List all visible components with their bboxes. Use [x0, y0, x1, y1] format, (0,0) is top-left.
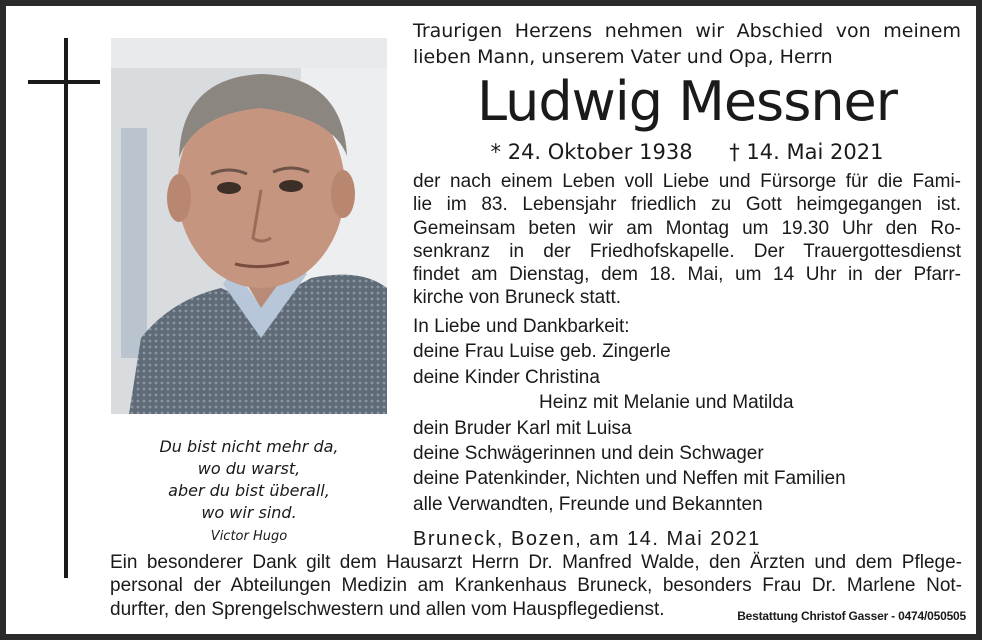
- quote-line: wo du warst,: [197, 459, 301, 478]
- intro-line: Traurigen Herzens nehmen wir Abschied von meinem: [413, 20, 961, 42]
- text-line: lie im 83. Lebensjahr friedlich zu Gott heimgegangen ist.: [413, 194, 961, 216]
- portrait-illustration: [111, 38, 387, 414]
- death-date: † 14. Mai 2021: [729, 140, 884, 164]
- text-line: kirche von Bruneck statt.: [413, 287, 622, 309]
- portrait-photo: [111, 38, 387, 414]
- life-dates: [413, 138, 961, 166]
- mourner-line: deine Patenkinder, Nichten und Neffen mit Familien: [413, 468, 846, 490]
- undertaker-credit: Bestattung Christof Gasser - 0474/050505: [737, 609, 966, 623]
- mourner-line: dein Bruder Karl mit Luisa: [413, 417, 632, 439]
- text-line: senkranz in der Friedhofskapelle. Der Trauergottesdienst: [413, 240, 961, 262]
- mourner-line: deine Kinder Christina: [413, 366, 600, 388]
- thanks-line: personal der Abteilungen Medizin am Krankenhaus Bruneck, besonders Frau Dr. Marlene Not-: [110, 575, 962, 597]
- mourner-line: In Liebe und Dankbarkeit:: [413, 316, 630, 337]
- mourner-line: alle Verwandten, Freunde und Bekannten: [413, 493, 763, 515]
- mourner-line: deine Frau Luise geb. Zingerle: [413, 341, 671, 363]
- quote-author: Victor Hugo: [210, 529, 288, 544]
- text-line: findet am Dienstag, dem 18. Mai, um 14 Uhr in der Pfarr-: [413, 264, 961, 286]
- intro-line: lieben Mann, unserem Vater und Opa, Herrn: [413, 46, 833, 68]
- text-line: Gemeinsam beten wir am Montag um 19.30 Uhr den Ro-: [413, 217, 961, 239]
- text-line: der nach einem Leben voll Liebe und Fürsorge für die Fami-: [413, 171, 961, 192]
- mourners-list: [413, 314, 961, 517]
- quote-line: Du bist nicht mehr da,: [159, 437, 339, 456]
- deceased-name: Ludwig Messner: [477, 70, 897, 133]
- thanks-line: durfter, den Sprengelschwestern und allen vom Hauspflegedienst.: [110, 598, 665, 620]
- quote-block: [111, 436, 387, 548]
- birth-date: * 24. Oktober 1938: [490, 140, 693, 164]
- mourner-line: Heinz mit Melanie und Matilda: [539, 392, 794, 414]
- announcement-text: [413, 170, 961, 310]
- place-date: Bruneck, Bozen, am 14. Mai 2021: [413, 528, 761, 550]
- intro-text: [413, 18, 961, 70]
- thanks-line: Ein besonderer Dank gilt dem Hausarzt Herrn Dr. Manfred Walde, den Ärzten und dem Pflege-: [110, 552, 962, 573]
- quote-line: aber du bist überall,: [168, 481, 330, 500]
- mourner-line: deine Schwägerinnen und dein Schwager: [413, 443, 764, 465]
- quote-line: wo wir sind.: [201, 503, 297, 522]
